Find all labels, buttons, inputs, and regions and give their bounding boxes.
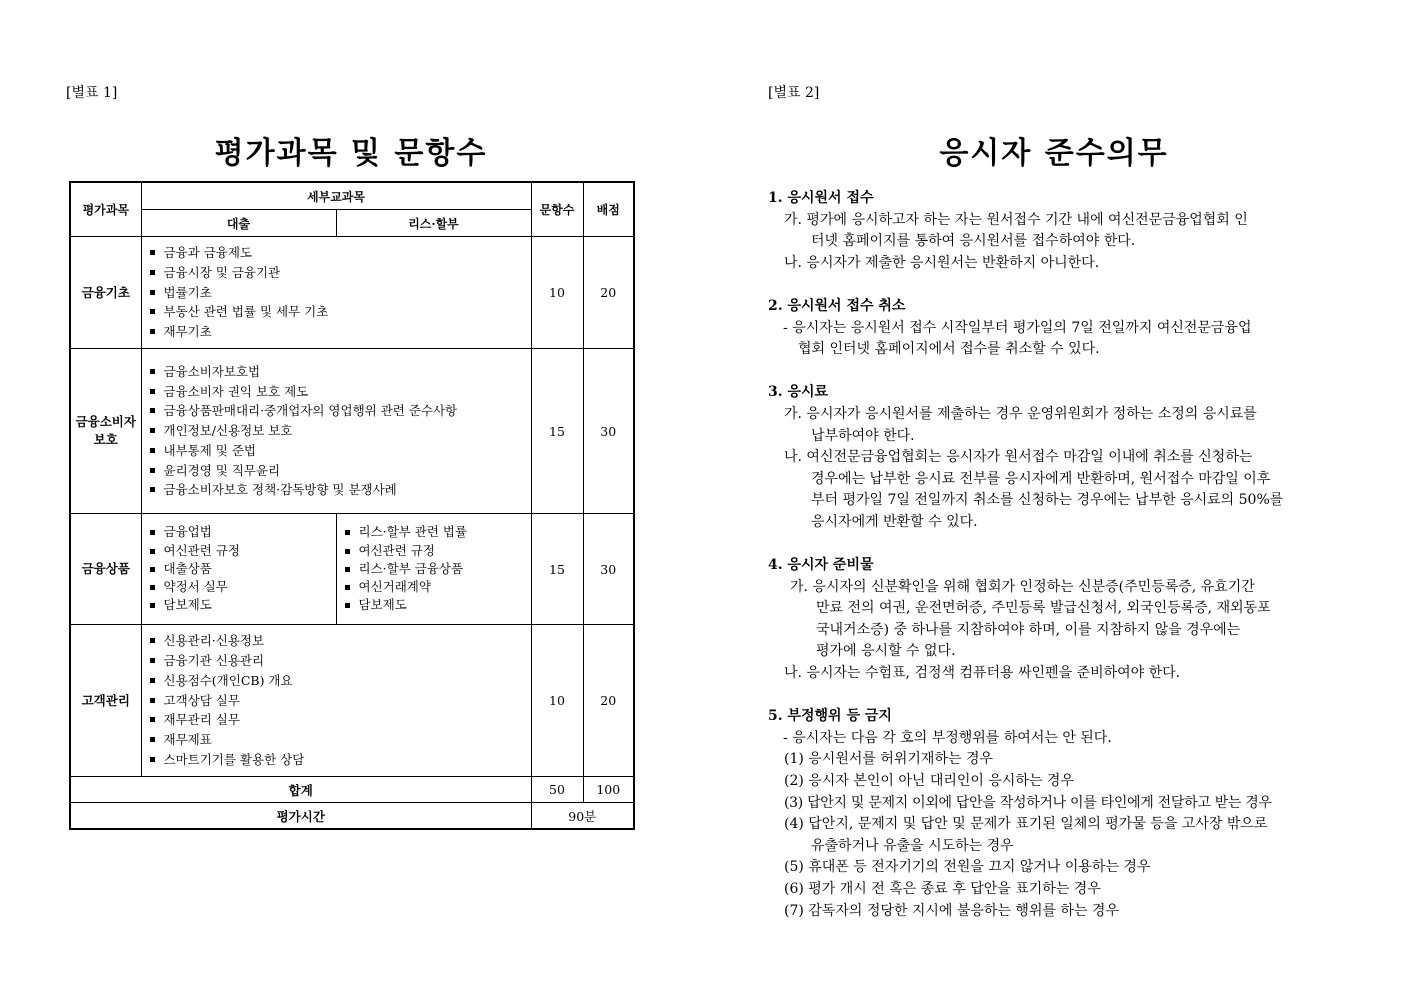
paragraph-line: 유출하거나 유출을 시도하는 경우 xyxy=(811,837,1014,854)
paragraph-line: 나. 응시자가 제출한 응시원서는 반환하지 아니한다. xyxy=(784,254,1100,271)
left-page xyxy=(0,0,700,992)
total-count: 50 xyxy=(531,777,583,803)
count-cell: 10 xyxy=(531,625,583,777)
paragraph-line: 납부하여야 한다. xyxy=(811,427,915,444)
subject-cell xyxy=(70,349,141,514)
header-subject: 평가과목 xyxy=(70,182,141,237)
list-item: 리스·할부 금융상품 xyxy=(343,560,531,578)
list-item: 금융업법 xyxy=(148,523,336,541)
list-item: 법률기초 xyxy=(148,283,531,303)
paragraph-line: 가. 평가에 응시하고자 하는 자는 원서접수 기간 내에 여신전문금융업협회 인 xyxy=(784,211,1248,228)
total-points: 100 xyxy=(583,777,634,803)
list-item: 재무기초 xyxy=(148,322,531,342)
paragraph-line: (5) 휴대폰 등 전자기기의 전원을 끄지 않거나 이용하는 경우 xyxy=(784,859,1151,876)
list-item: 고객상담 실무 xyxy=(148,691,531,711)
table-header-row xyxy=(70,182,634,210)
paragraph-line: 만료 전의 여권, 운전면허증, 주민등록 발급신청서, 외국인등록증, 재외동포 xyxy=(816,600,1271,617)
paragraph-line: 가. 응시자가 응시원서를 제출하는 경우 운영위원회가 정하는 소정의 응시료를 xyxy=(784,405,1257,422)
paragraph-line: (4) 답안지, 문제지 및 답안 및 문제가 표기된 일체의 평가물 등을 고사장 밖으로 xyxy=(784,816,1268,833)
paragraph-line: (1) 응시원서를 허위기재하는 경우 xyxy=(784,751,993,768)
subject-cell: 금융기초 xyxy=(70,237,141,349)
items-cell xyxy=(141,349,531,514)
list-item: 담보제도 xyxy=(343,596,531,614)
subject-line: 보호 xyxy=(93,432,118,447)
list-item: 부동산 관련 법률 및 세무 기초 xyxy=(148,302,531,322)
evaluation-table xyxy=(69,181,635,830)
header-loan: 대출 xyxy=(141,210,336,237)
list-item: 금융기관 신용관리 xyxy=(148,651,531,671)
subject-cell: 고객관리 xyxy=(70,625,141,777)
points-cell: 30 xyxy=(583,514,634,625)
points-cell: 20 xyxy=(583,625,634,777)
paragraph-line: (2) 응시자 본인이 아닌 대리인이 응시하는 경우 xyxy=(784,773,1074,790)
page-title-left: 평가과목 및 문항수 xyxy=(214,136,488,171)
subject-cell: 금융상품 xyxy=(70,514,141,625)
section-heading: 5. 부정행위 등 금지 xyxy=(768,708,892,725)
paragraph-line: 협회 인터넷 홈페이지에서 접수를 취소할 수 있다. xyxy=(798,341,1100,358)
paragraph-line: 경우에는 납부한 응시료 전부를 응시자에게 반환하며, 원서접수 마감일 이후 xyxy=(811,470,1271,487)
paragraph-line: 국내거소증) 중 하나를 지참하여야 하며, 이를 지참하지 않을 경우에는 xyxy=(816,621,1241,638)
list-item: 재무제표 xyxy=(148,730,531,750)
items-cell xyxy=(141,625,531,777)
count-cell: 15 xyxy=(531,349,583,514)
header-lease: 리스·할부 xyxy=(336,210,531,237)
items-cell-loan xyxy=(141,514,336,625)
time-row xyxy=(70,803,634,830)
paragraph-line: 부터 평가일 7일 전일까지 취소를 신청하는 경우에는 납부한 응시료의 50%를 xyxy=(811,492,1284,509)
table-row xyxy=(70,349,634,514)
list-item: 금융과 금융제도 xyxy=(148,243,531,263)
section-heading: 4. 응시자 준비물 xyxy=(768,557,874,574)
list-item: 금융시장 및 금융기관 xyxy=(148,263,531,283)
header-points: 배점 xyxy=(583,182,634,237)
list-item: 윤리경영 및 직무윤리 xyxy=(148,461,531,481)
list-item: 담보제도 xyxy=(148,596,336,614)
table-row xyxy=(70,514,634,625)
paragraph-line: 가. 응시자의 신분확인을 위해 협회가 인정하는 신분증(주민등록증, 유효기간 xyxy=(790,578,1255,595)
paragraph-line: 평가에 응시할 수 없다. xyxy=(816,643,956,660)
paragraph-line: 나. 응시자는 수험표, 검정색 컴퓨터용 싸인펜을 준비하여야 한다. xyxy=(784,665,1181,682)
paragraph-line: 응시자에게 반환할 수 있다. xyxy=(811,513,978,530)
time-label: 평가시간 xyxy=(70,803,531,830)
paragraph-line: - 응시자는 다음 각 호의 부정행위를 하여서는 안 된다. xyxy=(783,729,1112,746)
section-heading: 3. 응시료 xyxy=(768,384,829,401)
appendix-label-1: [별표 1] xyxy=(66,85,118,101)
paragraph-line: - 응시자는 응시원서 접수 시작일부터 평가일의 7일 전일까지 여신전문금융업 xyxy=(783,319,1252,336)
items-cell-lease xyxy=(336,514,531,625)
list-item: 금융상품판매대리·중개업자의 영업행위 관련 준수사항 xyxy=(148,401,531,421)
total-label: 합계 xyxy=(70,777,531,803)
section-heading: 1. 응시원서 접수 xyxy=(768,190,874,206)
paragraph-line: (3) 답안지 및 문제지 이외에 답안을 작성하거나 이를 타인에게 전달하고 받는 경우 xyxy=(784,794,1272,811)
obligations-body xyxy=(768,188,1340,922)
list-item: 약정서 실무 xyxy=(148,578,336,596)
list-item: 여신거래계약 xyxy=(343,578,531,596)
subject-line: 금융소비자 xyxy=(75,414,136,429)
list-item: 금융소비자보호법 xyxy=(148,362,531,382)
right-page xyxy=(700,0,1403,992)
list-item: 스마트기기를 활용한 상담 xyxy=(148,750,531,770)
list-item: 리스·할부 관련 법률 xyxy=(343,523,531,541)
list-item: 내부통제 및 준법 xyxy=(148,441,531,461)
count-cell: 15 xyxy=(531,514,583,625)
list-item: 대출상품 xyxy=(148,560,336,578)
paragraph-line: (6) 평가 개시 전 혹은 종료 후 답안을 표기하는 경우 xyxy=(784,881,1101,897)
list-item: 여신관련 규정 xyxy=(148,542,336,560)
list-item: 금융소비자 권익 보호 제도 xyxy=(148,382,531,402)
appendix-label-2: [별표 2] xyxy=(768,85,820,101)
section-heading: 2. 응시원서 접수 취소 xyxy=(768,297,906,314)
total-row xyxy=(70,777,634,803)
items-cell xyxy=(141,237,531,349)
paragraph-line: (7) 감독자의 정당한 지시에 불응하는 행위를 하는 경우 xyxy=(784,902,1119,919)
list-item: 개인정보/신용정보 보호 xyxy=(148,421,531,441)
list-item: 신용관리·신용정보 xyxy=(148,631,531,651)
page-title-right: 응시자 준수의무 xyxy=(939,136,1169,171)
list-item: 금융소비자보호 정책·감독방향 및 분쟁사례 xyxy=(148,480,531,500)
count-cell: 10 xyxy=(531,237,583,349)
points-cell: 30 xyxy=(583,349,634,514)
paragraph-line: 나. 여신전문금융업협회는 응시자가 원서접수 마감일 이내에 취소를 신청하는 xyxy=(784,449,1253,466)
header-detail: 세부교과목 xyxy=(141,182,531,210)
table-row xyxy=(70,625,634,777)
time-value: 90분 xyxy=(531,803,634,830)
points-cell: 20 xyxy=(583,237,634,349)
header-count: 문항수 xyxy=(531,182,583,237)
paragraph-line: 터넷 홈페이지를 통하여 응시원서를 접수하여야 한다. xyxy=(811,233,1136,250)
list-item: 신용점수(개인CB) 개요 xyxy=(148,671,531,691)
list-item: 여신관련 규정 xyxy=(343,542,531,560)
list-item: 재무관리 실무 xyxy=(148,710,531,730)
table-row xyxy=(70,237,634,349)
